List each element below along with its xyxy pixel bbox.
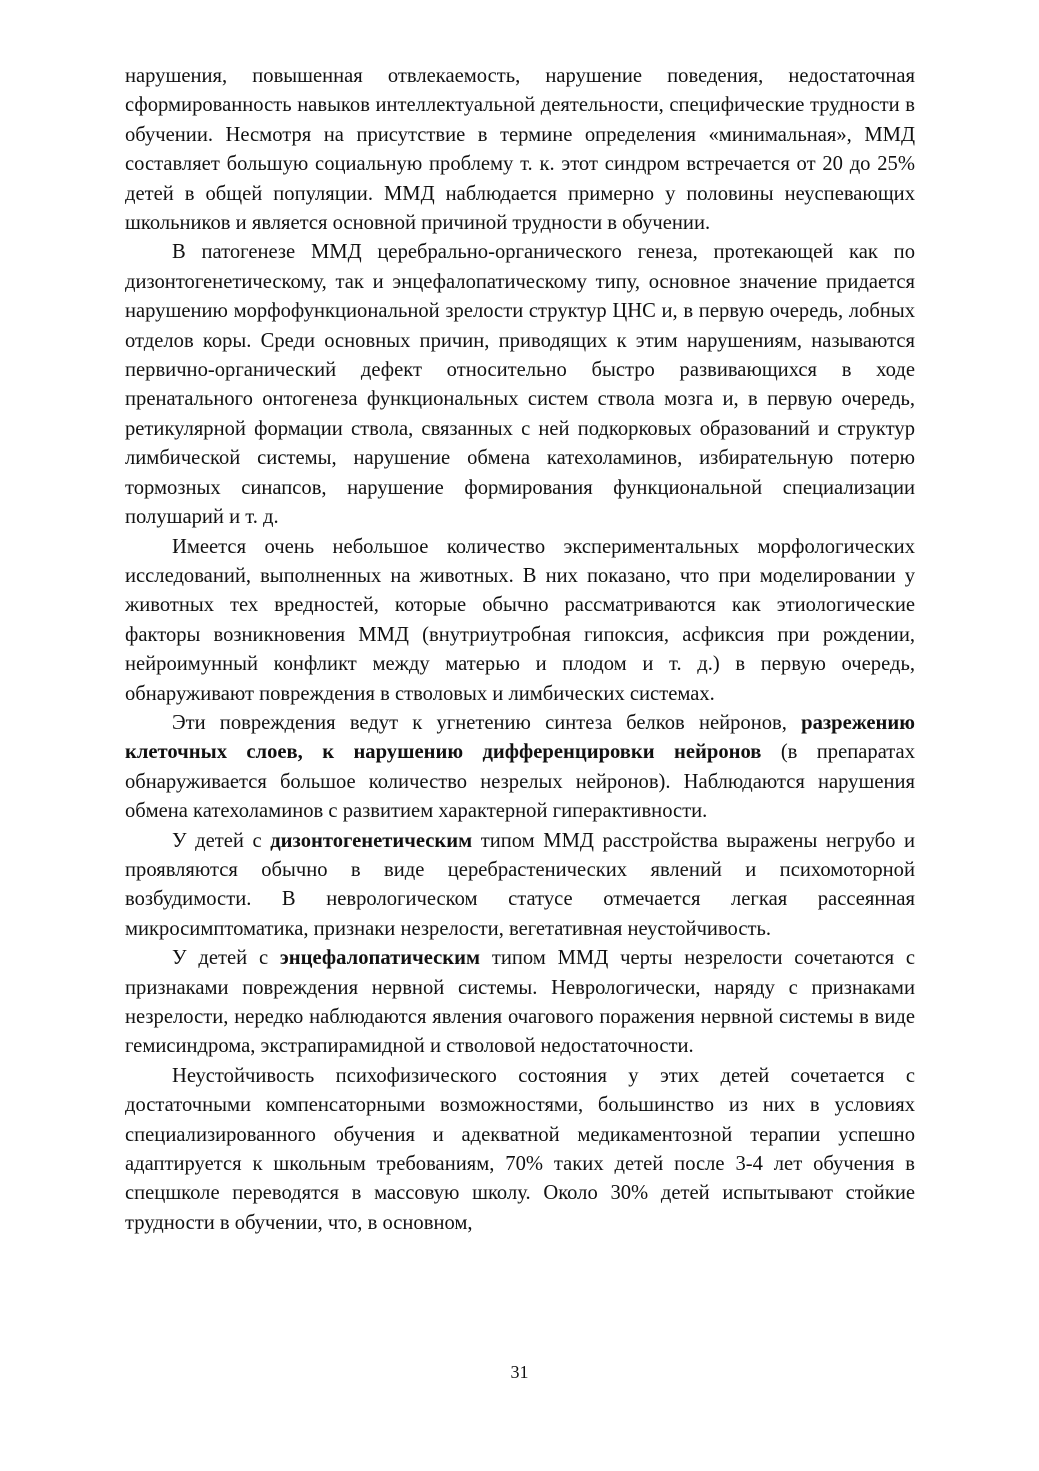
paragraph-5-text-before: У детей с [172,829,271,852]
paragraph-6-bold-term: энцефалопатическим [279,947,481,970]
paragraph-2: В патогенезе ММД церебрально-органического генеза, протекающей как по дизонтогенетическому, так и энцефалопатическому типу, основное значение придается нарушению морфофункциональной зрелости структур ЦНС и, в первую очередь, лобных отделов коры. Среди основных причин, приводящих к этим нарушениям, называются первично-органический дефект относительно быстро развивающихся в ходе пренатального онтогенеза функциональных систем ствола мозга и, в первую очередь, ретикулярной формации ствола, связанных с ней подкорковых образований и структур лимбической системы, нарушение обмена катехоламинов, избирательную потерю тормозных синапсов, нарушение формирования функциональной специализации полушарий и т. д. [125,241,915,529]
paragraph-5-text-after: типом ММД расстройства выражены негрубо и проявляются обычно в виде церебрастенических явлений и психомоторной возбудимости. В неврологическом статусе отмечается легкая рассеянная микросимптоматика, признаки незрелости, вегетативная неустойчивость. [125,829,916,940]
page-body [125,62,915,1238]
paragraph-3: Имеется очень небольшое количество экспериментальных морфологических исследований, выполненных на животных. В них показано, что при моделировании у животных тех вредностей, которые обычно рассматриваются как этиологические факторы возникновения ММД (внутриутробная гипоксия, асфиксия при рождении, нейроимунный конфликт между матерью и плодом и т. д.) в первую очередь, обнаруживают повреждения в стволовых и лимбических системах. [125,535,915,705]
paragraph-5-bold-term: дизонтогенетическим [270,829,473,852]
paragraph-1: нарушения, повышенная отвлекаемость, нарушение поведения, недостаточная сформированность навыков интеллектуальной деятельности, специфические трудности в обучении. Несмотря на присутствие в термине определения «минимальная», ММД составляет большую социальную проблему т. к. этот синдром встречается от 20 до 25% детей в общей популяции. ММД наблюдается примерно у половины неуспевающих школьников и является основной причиной трудности в обучении. [125,65,915,235]
page-number: 31 [510,1362,529,1382]
paragraph-4-bold-phrase: разрежению клеточных слоев, к нарушению дифференцировки нейронов [125,711,915,764]
paragraph-4-text-before: Эти повреждения ведут к угнетению синтеза белков нейронов, [172,711,802,734]
paragraph-6-text-before: У детей с [172,947,280,970]
paragraph-4-text-after: (в препаратах обнаруживается большое количество незрелых нейронов). Наблюдаются нарушения обмена катехоламинов с развитием характерной гиперактивности. [125,741,915,823]
paragraph-7: Неустойчивость психофизического состояния у этих детей сочетается с достаточными компенсаторными возможностями, большинство из них в условиях специализированного обучения и адекватной медикаментозной терапии успешно адаптируется к школьным требованиям, 70% таких детей после 3-4 лет обучения в спецшколе переводятся в массовую школу. Около 30% детей испытывают стойкие трудности в обучении, что, в основном, [125,1064,915,1234]
paragraph-5 [125,827,915,945]
paragraph-4 [125,709,915,827]
paragraph-6 [125,944,915,1062]
paragraph-6-text-after: типом ММД черты незрелости сочетаются с признаками повреждения нервной системы. Неврологически, наряду с признаками незрелости, нередко наблюдаются явления очагового поражения нервной системы в виде гемисиндрома, экстрапирамидной и стволовой недостаточности. [125,947,915,1058]
